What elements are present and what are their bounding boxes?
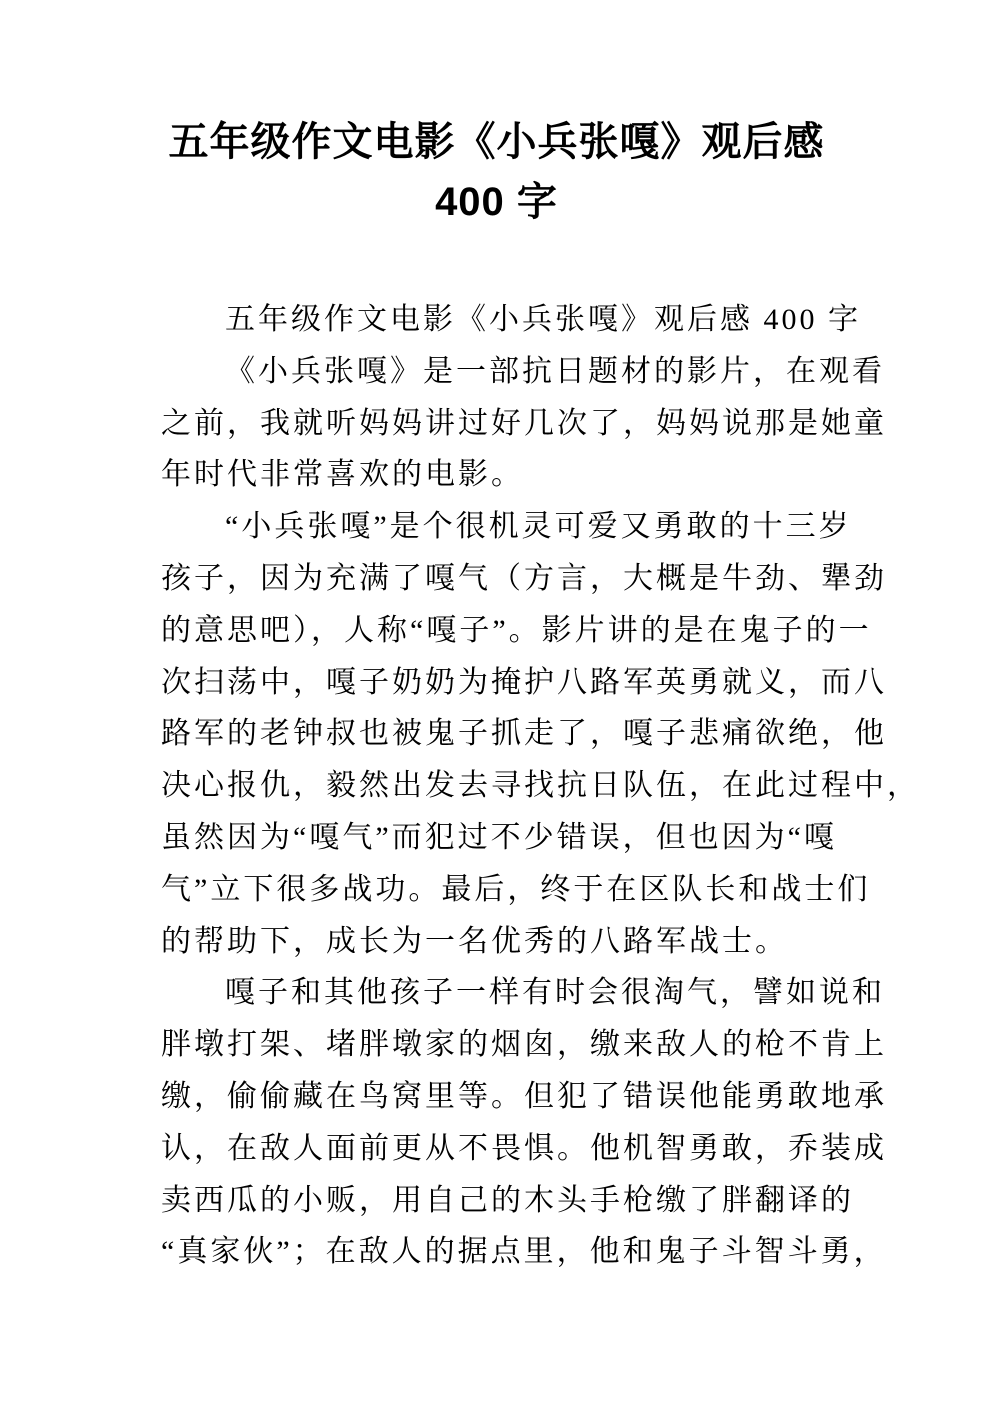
essay-line: 次扫荡中，嘎子奶奶为掩护八路军英勇就义，而八: [161, 665, 887, 699]
essay-title: [0, 0, 993, 232]
essay-line: 胖墩打架、堵胖墩家的烟囱，缴来敌人的枪不肯上: [161, 1028, 887, 1062]
essay-line: 缴，偷偷藏在鸟窝里等。但犯了错误他能勇敢地承: [161, 1079, 887, 1113]
essay-line: 气”立下很多战功。最后，终于在区队长和战士们: [161, 872, 871, 906]
essay-line: 路军的老钟叔也被鬼子抓走了，嘎子悲痛欲绝，他: [161, 717, 887, 751]
essay-line: 之前，我就听妈妈讲过好几次了，妈妈说那是她童: [161, 406, 887, 440]
title-line-2: 400 字: [435, 180, 558, 224]
essay-line: 的意思吧），人称“嘎子”。影片讲的是在鬼子的一: [161, 613, 872, 647]
essay-line: 年时代非常喜欢的电影。: [161, 458, 524, 492]
essay-line: 《小兵张嘎》是一部抗日题材的影片，在观看: [225, 354, 885, 388]
essay-line: “小兵张嘎”是个很机灵可爱又勇敢的十三岁: [225, 510, 852, 544]
essay-body: [0, 294, 993, 1278]
essay-line: 卖西瓜的小贩，用自己的木头手枪缴了胖翻译的: [161, 1183, 854, 1217]
essay-line: 认，在敌人面前更从不畏惧。他机智勇敢，乔装成: [161, 1131, 887, 1165]
essay-line: “真家伙”；在敌人的据点里，他和鬼子斗智斗勇，: [161, 1235, 887, 1269]
essay-line: 孩子，因为充满了嘎气（方言，大概是牛劲、犟劲: [161, 561, 887, 595]
essay-line: 嘎子和其他孩子一样有时会很淘气，譬如说和: [225, 976, 885, 1010]
essay-line: 决心报仇，毅然出发去寻找抗日队伍，在此过程中，: [161, 769, 920, 803]
essay-line: 虽然因为“嘎气”而犯过不少错误，但也因为“嘎: [161, 820, 837, 854]
essay-line: 五年级作文电影《小兵张嘎》观后感 400 字: [225, 303, 861, 336]
essay-line: 的帮助下，成长为一名优秀的八路军战士。: [161, 924, 788, 958]
title-line-1: 五年级作文电影《小兵张嘎》观后感: [168, 120, 825, 164]
